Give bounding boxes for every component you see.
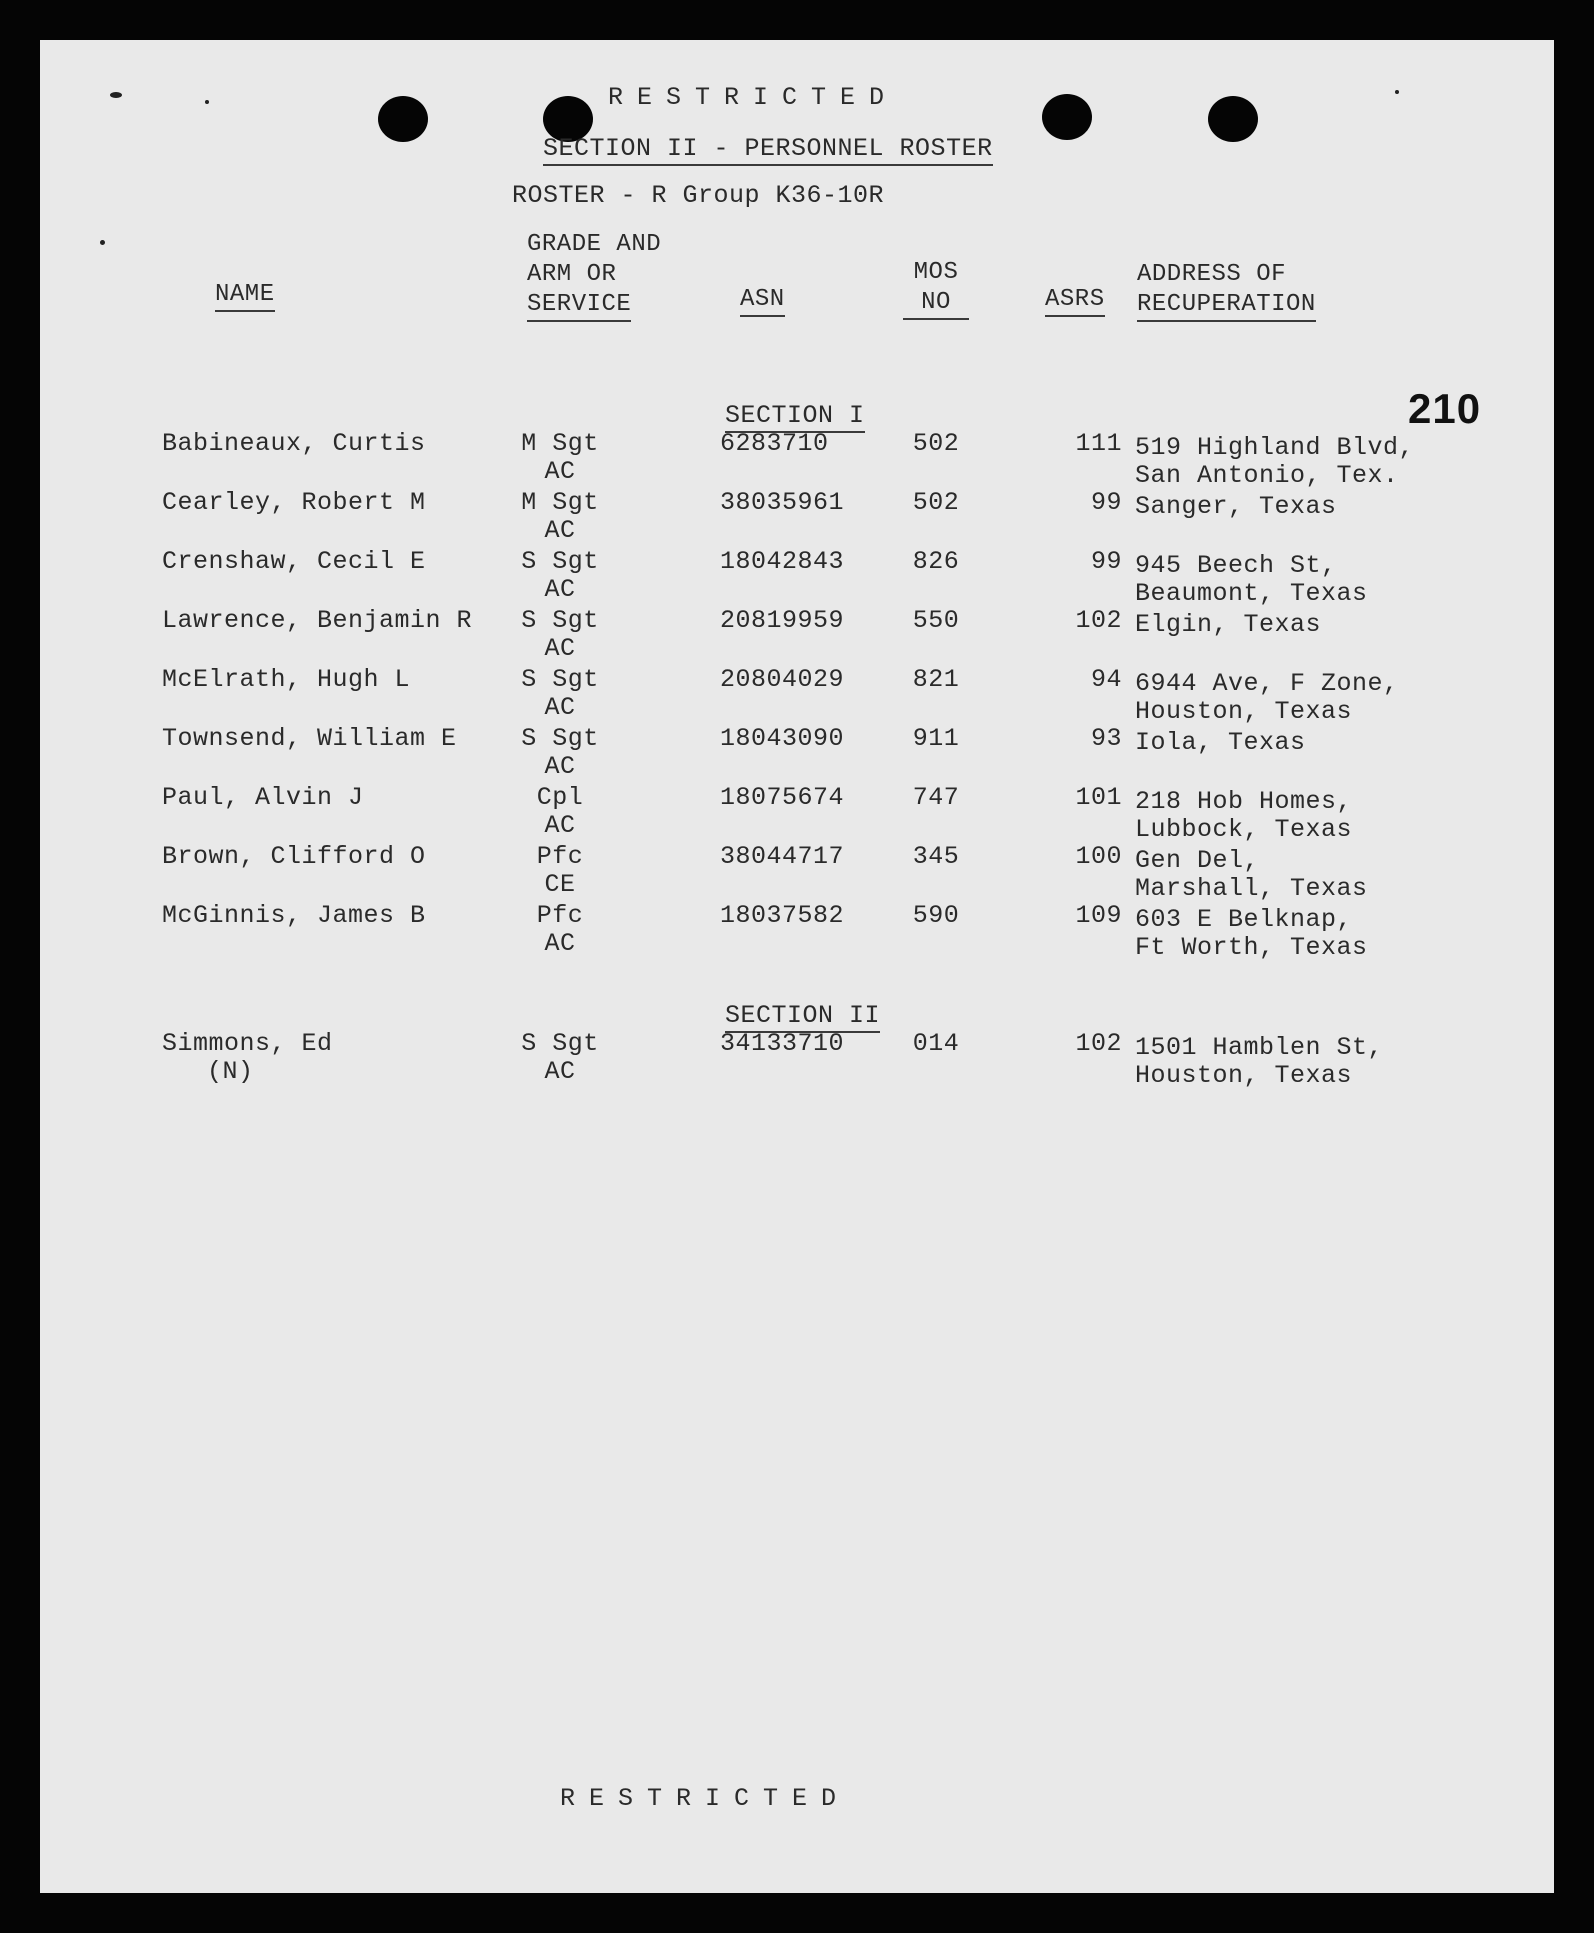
column-header-address: ADDRESS OF [1137, 261, 1287, 288]
roster-mos: 826 [912, 547, 960, 576]
column-header-name: NAME [215, 280, 275, 312]
roster-mos: 014 [912, 1029, 960, 1058]
roster-address: Iola, Texas [1135, 728, 1306, 757]
roster-asn: 18043090 [720, 724, 845, 753]
column-header-grade: ARM OR [527, 261, 617, 288]
roster-asrs: 94 [1090, 665, 1122, 694]
classification-top: RESTRICTED [608, 83, 899, 112]
roster-name: Lawrence, Benjamin R [162, 606, 473, 635]
roster-mos: 911 [912, 724, 960, 753]
roster-grade: S Sgt [521, 547, 599, 576]
roster-asrs: 101 [1075, 783, 1122, 812]
roster-address: San Antonio, Tex. [1135, 461, 1399, 490]
roster-service: AC [544, 752, 576, 781]
section-group-label: SECTION II [725, 1002, 880, 1033]
roster-name: Paul, Alvin J [162, 783, 364, 812]
roster-mos: 590 [912, 901, 960, 930]
roster-service: AC [544, 693, 576, 722]
roster-asn: 34133710 [720, 1029, 845, 1058]
roster-grade: Cpl [536, 783, 584, 812]
roster-asn: 20819959 [720, 606, 845, 635]
roster-service: AC [544, 457, 576, 486]
roster-grade: Pfc [536, 901, 584, 930]
roster-grade: S Sgt [521, 724, 599, 753]
roster-address: Lubbock, Texas [1135, 815, 1353, 844]
roster-name: McElrath, Hugh L [162, 665, 411, 694]
roster-asn: 20804029 [720, 665, 845, 694]
roster-asn: 18037582 [720, 901, 845, 930]
roster-asrs: 100 [1075, 842, 1122, 871]
roster-grade: S Sgt [521, 606, 599, 635]
roster-address: Gen Del, [1135, 846, 1260, 875]
roster-asrs: 102 [1075, 1029, 1122, 1058]
column-header-address: RECUPERATION [1137, 290, 1316, 322]
roster-mos: 821 [912, 665, 960, 694]
punch-hole [1208, 96, 1258, 142]
column-header-asrs: ASRS [1045, 285, 1105, 317]
roster-address: 519 Highland Blvd, [1135, 433, 1415, 462]
roster-asn: 18042843 [720, 547, 845, 576]
column-header-grade: GRADE AND [527, 231, 662, 258]
ink-speck [100, 240, 105, 245]
roster-mos: 502 [912, 488, 960, 517]
roster-address: Sanger, Texas [1135, 492, 1337, 521]
roster-name: Babineaux, Curtis [162, 429, 426, 458]
roster-mos: 747 [912, 783, 960, 812]
roster-address: 6944 Ave, F Zone, [1135, 669, 1399, 698]
classification-bottom: RESTRICTED [560, 1784, 851, 1813]
section-title: SECTION II - PERSONNEL ROSTER [543, 135, 993, 166]
roster-address: Elgin, Texas [1135, 610, 1322, 639]
roster-address: Houston, Texas [1135, 1061, 1353, 1090]
roster-asrs: 109 [1075, 901, 1122, 930]
roster-name: Townsend, William E [162, 724, 457, 753]
column-header-asn: ASN [740, 285, 785, 317]
roster-asrs: 99 [1090, 488, 1122, 517]
roster-asn: 6283710 [720, 429, 829, 458]
roster-name: McGinnis, James B [162, 901, 426, 930]
document-page [40, 40, 1554, 1893]
roster-address: Ft Worth, Texas [1135, 933, 1368, 962]
roster-service: AC [544, 929, 576, 958]
roster-address: 218 Hob Homes, [1135, 787, 1353, 816]
roster-asrs: 99 [1090, 547, 1122, 576]
ink-speck [1395, 90, 1399, 94]
roster-address: Houston, Texas [1135, 697, 1353, 726]
roster-service: AC [544, 516, 576, 545]
roster-title: ROSTER - R Group K36-10R [512, 181, 885, 210]
roster-mos: 502 [912, 429, 960, 458]
column-header-mos: MOS [913, 259, 959, 286]
roster-grade: Pfc [536, 842, 584, 871]
roster-asrs: 93 [1090, 724, 1122, 753]
roster-service: AC [544, 575, 576, 604]
roster-asrs: 111 [1075, 429, 1122, 458]
roster-asn: 38035961 [720, 488, 845, 517]
roster-mos: 345 [912, 842, 960, 871]
roster-grade: S Sgt [521, 1029, 599, 1058]
roster-name: Simmons, Ed [162, 1029, 333, 1058]
roster-service: AC [544, 1057, 576, 1086]
roster-address: Marshall, Texas [1135, 874, 1368, 903]
roster-address: Beaumont, Texas [1135, 579, 1368, 608]
roster-asrs: 102 [1075, 606, 1122, 635]
punch-hole [378, 96, 428, 142]
roster-grade: M Sgt [521, 429, 599, 458]
roster-name: (N) [207, 1057, 254, 1086]
page-number: 210 [1408, 385, 1482, 432]
roster-grade: S Sgt [521, 665, 599, 694]
roster-name: Brown, Clifford O [162, 842, 426, 871]
roster-service: AC [544, 634, 576, 663]
roster-asn: 38044717 [720, 842, 845, 871]
section-group-label: SECTION I [725, 402, 865, 433]
roster-asn: 18075674 [720, 783, 845, 812]
ink-speck [205, 100, 209, 104]
roster-grade: M Sgt [521, 488, 599, 517]
roster-address: 945 Beech St, [1135, 551, 1337, 580]
roster-address: 603 E Belknap, [1135, 905, 1353, 934]
roster-mos: 550 [912, 606, 960, 635]
column-header-mos: NO [903, 288, 969, 320]
roster-service: AC [544, 811, 576, 840]
column-header-grade: SERVICE [527, 290, 631, 322]
punch-hole [1042, 94, 1092, 140]
roster-name: Cearley, Robert M [162, 488, 426, 517]
ink-speck [110, 92, 122, 98]
roster-service: CE [544, 870, 576, 899]
roster-address: 1501 Hamblen St, [1135, 1033, 1384, 1062]
roster-name: Crenshaw, Cecil E [162, 547, 426, 576]
